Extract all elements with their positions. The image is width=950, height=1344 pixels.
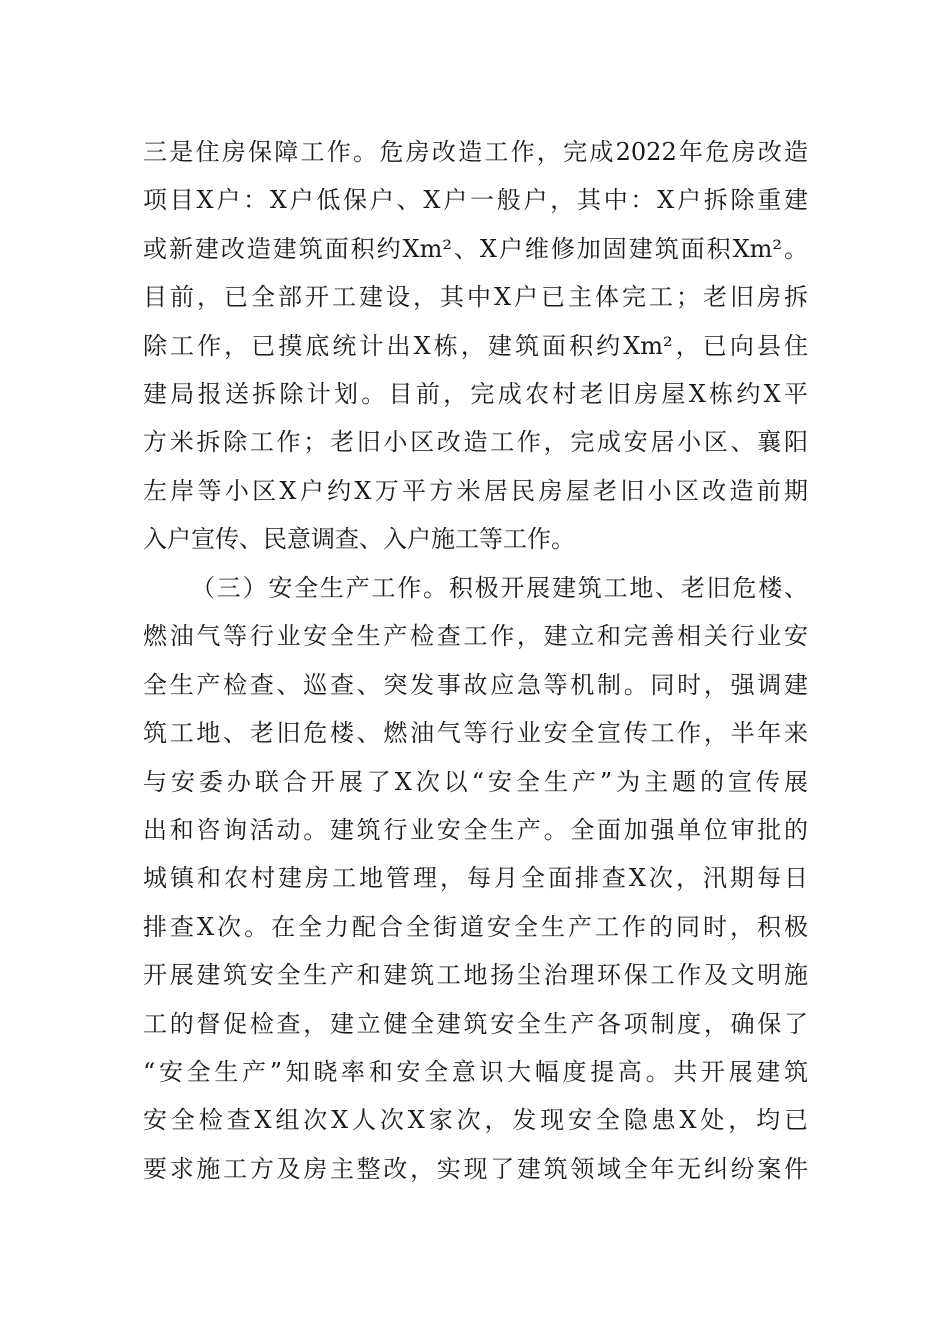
text-line: 项目X户：X户低保户、X户一般户，其中：X户拆除重建 [143, 186, 808, 215]
text-line: 排查X次。在全力配合全街道安全生产工作的同时，积极 [143, 912, 808, 941]
text-line: 开展建筑安全生产和建筑工地扬尘治理环保工作及文明施 [143, 961, 808, 990]
text-line: 除工作，已摸底统计出X栋，建筑面积约Xm²，已向县住 [143, 331, 808, 360]
text-line: 全生产检查、巡查、突发事故应急等机制。同时，强调建 [143, 670, 808, 699]
text-line: 入户宣传、民意调查、入户施工等工作。 [143, 525, 575, 554]
text-line: 或新建改造建筑面积约Xm²、X户维修加固建筑面积Xm²。 [143, 234, 808, 263]
text-line: 三是住房保障工作。危房改造工作，完成2022年危房改造 [143, 138, 808, 166]
text-line: 要求施工方及房主整改，实现了建筑领域全年无纠纷案件 [143, 1154, 808, 1183]
text-line: “安全生产”知晓率和安全意识大幅度提高。共开展建筑 [143, 1057, 808, 1086]
text-line: 城镇和农村建房工地管理，每月全面排查X次，汛期每日 [143, 864, 808, 893]
text-line: 目前，已全部开工建设，其中X户已主体完工；老旧房拆 [143, 283, 808, 312]
paragraph-housing-security [143, 128, 808, 564]
text-line: 左岸等小区X户约X万平方米居民房屋老旧小区改造前期 [143, 476, 808, 505]
text-line: 建局报送拆除计划。目前，完成农村老旧房屋X栋约X平 [143, 379, 808, 408]
text-line: 安全检查X组次X人次X家次，发现安全隐患X处，均已 [143, 1106, 808, 1135]
text-line: 方米拆除工作；老旧小区改造工作，完成安居小区、襄阳 [143, 428, 808, 457]
text-line: 筑工地、老旧危楼、燃油气等行业安全宣传工作，半年来 [143, 719, 808, 748]
text-line: 燃油气等行业安全生产检查工作，建立和完善相关行业安 [143, 622, 808, 651]
text-line: （三）安全生产工作。积极开展建筑工地、老旧危楼、 [191, 574, 808, 602]
text-line: 与安委办联合开展了X次以“安全生产”为主题的宣传展 [143, 767, 808, 796]
paragraph-safety-production [143, 564, 808, 1193]
text-line: 出和咨询活动。建筑行业安全生产。全面加强单位审批的 [143, 815, 808, 844]
text-line: 工的督促检查，建立健全建筑安全生产各项制度，确保了 [143, 1009, 808, 1038]
